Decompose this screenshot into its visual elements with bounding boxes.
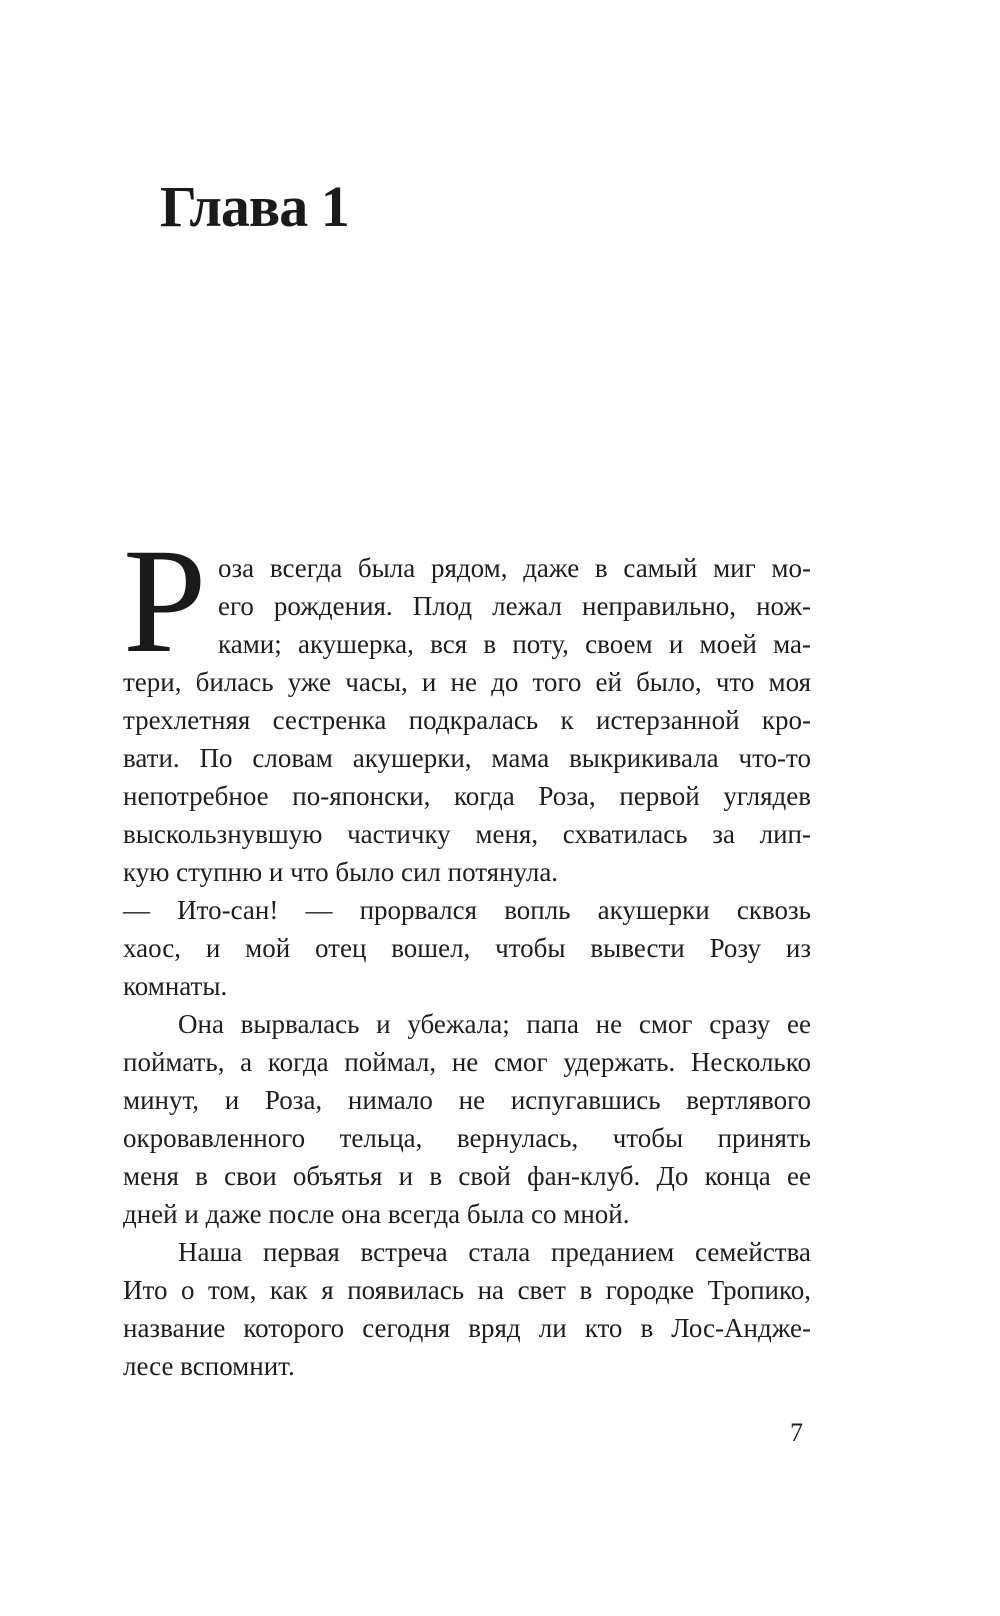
- text-line: Наша первая встреча стала преданием семейства: [178, 1237, 811, 1267]
- text-line: хаос, и мой отец вошел, чтобы вывести Розу из: [123, 933, 811, 963]
- page-number: 7: [790, 1418, 803, 1447]
- text-line: ками; акушерка, вся в поту, своем и моей ма-: [218, 629, 811, 659]
- text-line: выскользнувшую частичку меня, схватилась за лип-: [123, 819, 811, 849]
- text-line: название которого сегодня вряд ли кто в Лос-Андже-: [123, 1313, 811, 1343]
- text-line: минут, и Роза, нимало не испугавшись вертлявого: [123, 1085, 811, 1115]
- drop-cap: Р: [123, 518, 207, 684]
- text-line: поймать, а когда поймал, не смог удержать. Несколько: [123, 1047, 811, 1077]
- text-line: лесе вспомнит.: [123, 1351, 295, 1381]
- text-line: его рождения. Плод лежал неправильно, нож-: [218, 591, 811, 621]
- text-line: дней и даже после она всегда была со мной.: [123, 1199, 630, 1229]
- text-line: трехлетняя сестренка подкралась к истерзанной кро-: [123, 705, 811, 735]
- text-line: меня в свои объятья и в свой фан-клуб. До конца ее: [123, 1161, 811, 1191]
- text-line: вати. По словам акушерки, мама выкрикивала что-то: [123, 743, 811, 773]
- text-line: тери, билась уже часы, и не до того ей было, что моя: [123, 667, 811, 697]
- text-line: непотребное по-японски, когда Роза, первой углядев: [123, 781, 811, 811]
- chapter-title: Глава 1: [160, 174, 349, 239]
- text-line: Ито о том, как я появилась на свет в городке Тропико,: [123, 1275, 811, 1305]
- text-line: окровавленного тельца, вернулась, чтобы принять: [123, 1123, 811, 1153]
- text-line: оза всегда была рядом, даже в самый миг мо-: [218, 553, 811, 583]
- text-line: комнаты.: [123, 971, 228, 1001]
- text-line: кую ступню и что было сил потянула.: [123, 857, 559, 887]
- text-line: — Ито-сан! — прорвался вопль акушерки сквозь: [123, 895, 811, 925]
- chapter-body: [123, 549, 811, 1385]
- text-line: Она вырвалась и убежала; папа не смог сразу ее: [178, 1009, 811, 1039]
